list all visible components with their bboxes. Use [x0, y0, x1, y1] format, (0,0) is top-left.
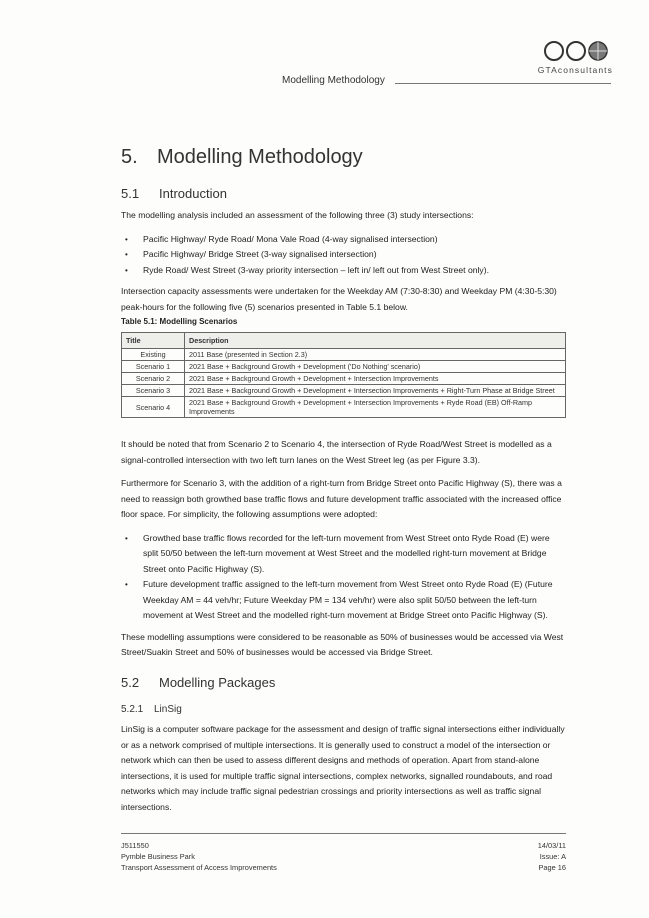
section-number: 5.1: [121, 186, 140, 201]
list-item: • Future development traffic assigned to the left-turn movement from West Street onto Ryde Road (E) (Future Weekday AM = 44 veh/hr; Future Weekday PM = 134 veh/hr) were also split 50/50 between the left-turn movement at West Street and the modelled right-turn movement at Bridge Street onto Pacific Highway (S).: [121, 577, 566, 624]
project-name: Pymble Business Park: [121, 852, 195, 861]
chapter-number: 5.: [121, 146, 138, 168]
list-item: • Growthed base traffic flows recorded for the left-turn movement from West Street onto Ryde Road (E) were split 50/50 between the left-turn movement at West Street and the modelled right-turn movement at Bridge Street onto Pacific Highway (S).: [121, 531, 566, 578]
table-cell-description: 2021 Base + Background Growth + Development + Intersection Improvements + Right-Turn Phase at Bridge Street: [185, 385, 566, 397]
running-header: Modelling Methodology: [282, 75, 385, 86]
logo-brand-text: GTAconsultants: [537, 65, 613, 75]
intersection-list: [121, 232, 566, 279]
job-number: J511550: [121, 841, 149, 850]
section-heading-5-1: [121, 186, 227, 201]
table-cell-title: Existing: [122, 349, 185, 361]
footer-rule: [121, 833, 566, 834]
assumptions-body: [121, 437, 566, 669]
document-title: Transport Assessment of Access Improvements: [121, 863, 277, 872]
linsig-paragraph: LinSig is a computer software package for the assessment and design of traffic signal intersections either individually or as a network comprised of multiple intersections. It is generally used to construct a model of the intersection or network which can then be used to assess different designs and methods of operation. Apart from stand-alone intersections, it is used for multiple traffic signal intersections, complex networks, signalled roundabouts, and road networks which may include traffic signal pedestrian crossings and priority intersections as well as traffic signal intersections.: [121, 724, 565, 812]
table-cell-description: 2021 Base + Background Growth + Development + Intersection Improvements: [185, 373, 566, 385]
table-header-row: [122, 333, 566, 349]
table-row: [122, 397, 566, 418]
list-item: • Ryde Road/ West Street (3-way priority intersection – left in/ left out from West Street only).: [121, 263, 566, 279]
reasonableness-paragraph: These modelling assumptions were considered to be reasonable as 50% of businesses would be accessed via West Street/Suakin Street and 50% of businesses would be accessed via Bridge Street.: [121, 631, 564, 657]
table-row: [122, 349, 566, 361]
footer-right: [530, 840, 566, 873]
table-row: [122, 361, 566, 373]
subsection-title: LinSig: [154, 704, 182, 715]
company-logo: [521, 40, 613, 76]
column-header: Description: [185, 333, 566, 349]
table-row: [122, 385, 566, 397]
footer-left: [121, 840, 277, 873]
section-5-1-body: [121, 208, 566, 323]
chapter-heading: [121, 146, 363, 169]
logo-circles-icon: [543, 40, 613, 62]
column-header: Title: [122, 333, 185, 349]
issue-label: Issue: A: [539, 852, 566, 861]
issue-date: 14/03/11: [537, 841, 566, 850]
subsection-heading-5-2-1: [121, 704, 182, 715]
table-cell-description: 2021 Base + Background Growth + Development ('Do Nothing' scenario): [185, 361, 566, 373]
list-item: • Pacific Highway/ Ryde Road/ Mona Vale Road (4-way signalised intersection): [121, 232, 566, 248]
table-cell-title: Scenario 2: [122, 373, 185, 385]
chapter-title: Modelling Methodology: [157, 146, 363, 168]
linsig-body: [121, 722, 566, 823]
reassignment-paragraph: Furthermore for Scenario 3, with the addition of a right-turn from Bridge Street onto Pacific Highway (S), there was a need to reassign both growthed base traffic flows and future development traffic associated with the increased office floor space. For simplicity, the following assumptions were adopted:: [121, 478, 562, 519]
intro-paragraph: The modelling analysis included an assessment of the following three (3) study intersections:: [121, 210, 474, 220]
table-cell-description: 2021 Base + Background Growth + Development + Intersection Improvements + Ryde Road (EB) Off-Ramp Improvements: [185, 397, 566, 418]
section-heading-5-2: [121, 675, 275, 690]
table-caption: Table 5.1: Modelling Scenarios: [121, 317, 238, 326]
section-title: Introduction: [159, 186, 227, 201]
section-number: 5.2: [121, 675, 140, 690]
scenario-paragraph: Intersection capacity assessments were undertaken for the Weekday AM (7:30-8:30) and Weekday PM (4:30-5:30) peak-hours for the following five (5) scenarios presented in Table 5.1 below.: [121, 286, 557, 312]
page-number: Page 16: [538, 863, 566, 872]
scenarios-table: [121, 332, 566, 418]
header-rule: [395, 83, 611, 84]
scenario-note-paragraph: It should be noted that from Scenario 2 to Scenario 4, the intersection of Ryde Road/West Street is modelled as a signal-controlled intersection with two left turn lanes on the West Street leg (as per Figure 3.3).: [121, 439, 552, 465]
section-title: Modelling Packages: [159, 675, 276, 690]
list-item: • Pacific Highway/ Bridge Street (3-way signalised intersection): [121, 247, 566, 263]
table-cell-description: 2011 Base (presented in Section 2.3): [185, 349, 566, 361]
table-cell-title: Scenario 1: [122, 361, 185, 373]
assumptions-list: [121, 531, 566, 624]
table-cell-title: Scenario 3: [122, 385, 185, 397]
table-cell-title: Scenario 4: [122, 397, 185, 418]
table-row: [122, 373, 566, 385]
subsection-number: 5.2.1: [121, 704, 144, 715]
